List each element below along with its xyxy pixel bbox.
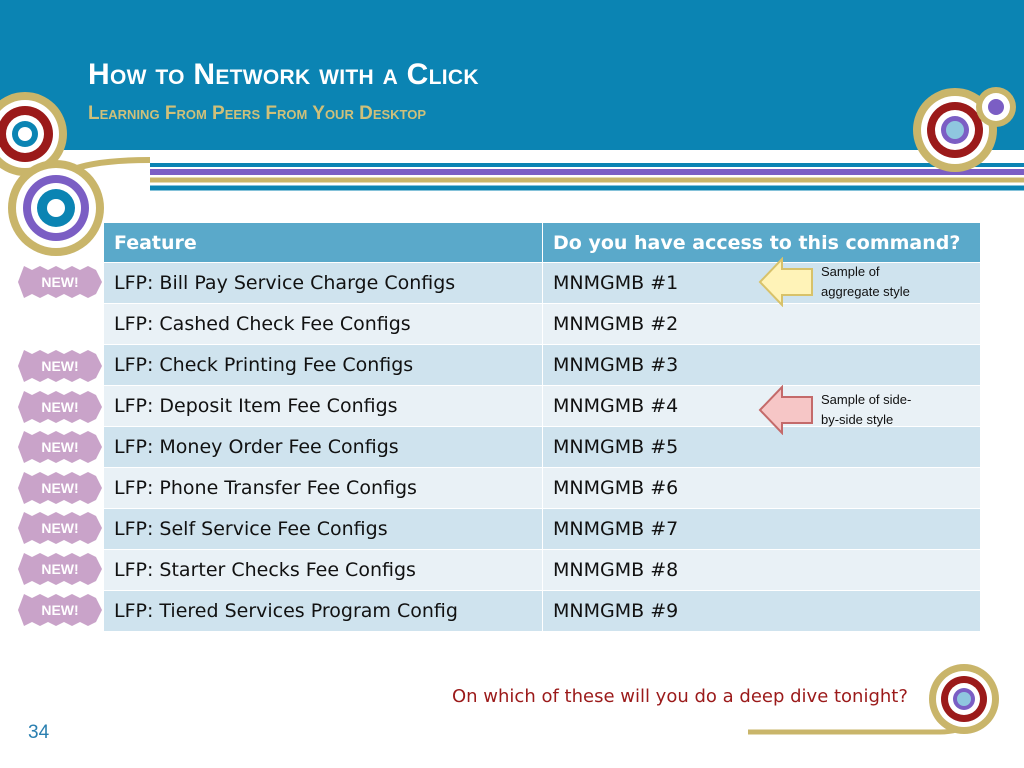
access-cell: MNMGMB #7: [543, 509, 981, 550]
feature-cell: LFP: Cashed Check Fee Configs: [104, 304, 543, 345]
header-access: Do you have access to this command?: [543, 223, 981, 263]
table-row: [104, 468, 981, 509]
feature-cell: LFP: Bill Pay Service Charge Configs: [104, 263, 543, 304]
new-badge: [18, 594, 102, 626]
header-feature: Feature: [104, 223, 543, 263]
table-row: [104, 509, 981, 550]
new-badge-label: NEW!: [41, 399, 79, 415]
access-cell: MNMGMB #1: [543, 263, 981, 304]
slide-subtitle: Learning From Peers From Your Desktop: [88, 103, 427, 124]
feature-cell: LFP: Money Order Fee Configs: [104, 427, 543, 468]
new-badge: [18, 512, 102, 544]
table-row: [104, 345, 981, 386]
feature-cell: LFP: Phone Transfer Fee Configs: [104, 468, 543, 509]
page-number: 34: [28, 722, 50, 743]
table-row: [104, 427, 981, 468]
access-cell: MNMGMB #2: [543, 304, 981, 345]
callout-line: Sample of side-: [821, 392, 912, 407]
access-cell: MNMGMB #9: [543, 591, 981, 632]
callout-side-by-side: [821, 390, 911, 430]
feature-cell: LFP: Self Service Fee Configs: [104, 509, 543, 550]
feature-cell: LFP: Deposit Item Fee Configs: [104, 386, 543, 427]
table-row: [104, 591, 981, 632]
new-badge-label: NEW!: [41, 520, 79, 536]
access-cell: MNMGMB #6: [543, 468, 981, 509]
table-row: [104, 304, 981, 345]
feature-cell: LFP: Starter Checks Fee Configs: [104, 550, 543, 591]
slide-title: How to Network with a Click: [88, 58, 479, 91]
new-badge: [18, 472, 102, 504]
new-badge-label: NEW!: [41, 480, 79, 496]
callout-line: Sample of: [821, 264, 880, 279]
callout-line: by-side style: [821, 412, 894, 427]
new-badge-label: NEW!: [41, 439, 79, 455]
new-badge: [18, 266, 102, 298]
access-cell: MNMGMB #8: [543, 550, 981, 591]
closing-question: On which of these will you do a deep dive tonight?: [452, 686, 908, 707]
callout-line: aggregate style: [821, 284, 910, 299]
new-badge: [18, 391, 102, 423]
left-arrow-icon: [758, 385, 814, 435]
new-badge: [18, 350, 102, 382]
new-badge: [18, 431, 102, 463]
new-badge-label: NEW!: [41, 274, 79, 290]
access-cell: MNMGMB #5: [543, 427, 981, 468]
feature-cell: LFP: Check Printing Fee Configs: [104, 345, 543, 386]
new-badge-label: NEW!: [41, 561, 79, 577]
new-badge-label: NEW!: [41, 602, 79, 618]
feature-cell: LFP: Tiered Services Program Config: [104, 591, 543, 632]
callout-aggregate: [821, 262, 910, 302]
access-cell: MNMGMB #3: [543, 345, 981, 386]
left-arrow-icon: [758, 257, 814, 307]
new-badge-label: NEW!: [41, 358, 79, 374]
access-cell: MNMGMB #4: [543, 386, 981, 427]
table-header-row: [104, 223, 981, 263]
new-badge: [18, 553, 102, 585]
table-row: [104, 550, 981, 591]
